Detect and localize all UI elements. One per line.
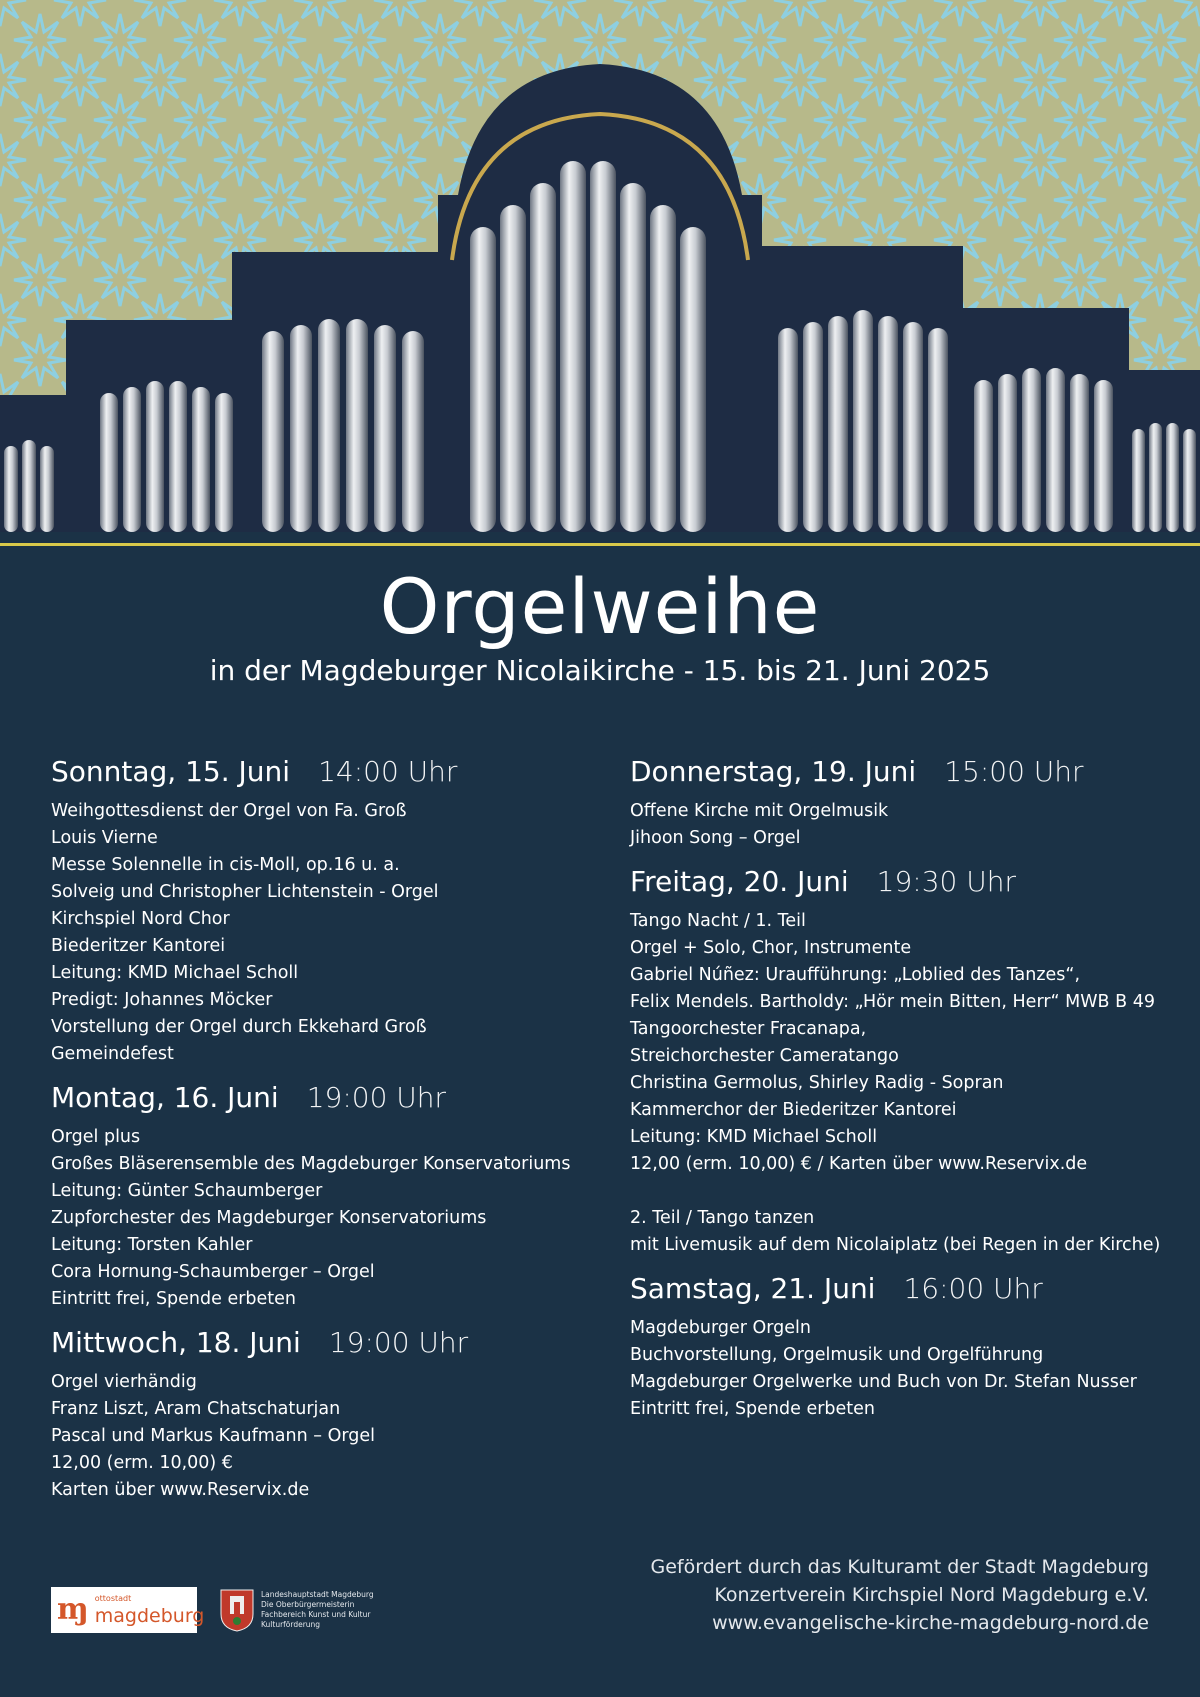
event-day: Montag, 16. Juni <box>51 1081 279 1114</box>
event-time: 15:00 Uhr <box>944 755 1084 788</box>
event-heading <box>51 1078 611 1118</box>
event-detail-line <box>630 1178 1190 1205</box>
event-heading <box>51 752 611 792</box>
organ-pipe <box>853 310 873 532</box>
event-block <box>630 862 1190 1259</box>
event-detail-line: Gabriel Núñez: Uraufführung: „Loblied des Tanzes“, <box>630 965 1081 985</box>
sponsor-logos <box>51 1586 374 1634</box>
lhs-line-3: Fachbereich Kunst und Kultur <box>261 1610 371 1619</box>
organ-pipe <box>778 328 798 532</box>
organ-pipe <box>974 380 993 532</box>
organ-hero-image <box>0 0 1200 548</box>
organ-pipe <box>650 205 676 532</box>
organ-pipe <box>590 161 616 532</box>
event-detail-line: Leitung: KMD Michael Scholl <box>51 963 299 983</box>
sponsor-line-2: Konzertverein Kirchspiel Nord Magdeburg e.V. <box>714 1584 1149 1606</box>
page-title: Orgelweihe <box>379 562 821 651</box>
organ-pipe <box>1094 380 1113 532</box>
organ-pipe <box>123 387 141 532</box>
organ-pipe <box>803 322 823 532</box>
organ-pipe <box>1183 429 1196 532</box>
page-subtitle: in der Magdeburger Nicolaikirche - 15. bis 21. Juni 2025 <box>209 654 991 687</box>
event-details <box>51 1369 611 1504</box>
event-details <box>630 908 1190 1259</box>
event-detail-line: Biederitzer Kantorei <box>51 936 226 956</box>
organ-pipe <box>998 374 1017 532</box>
organ-pipe <box>500 205 526 532</box>
event-day: Donnerstag, 19. Juni <box>630 755 917 788</box>
event-detail-line: Tangoorchester Fracanapa, <box>630 1019 867 1039</box>
organ-pipe <box>100 393 118 532</box>
organ-pipe <box>192 387 210 532</box>
event-heading <box>51 1323 611 1363</box>
organ-pipe <box>262 331 284 532</box>
left-event-column <box>51 752 611 1514</box>
event-detail-line: Karten über www.Reservix.de <box>51 1480 310 1500</box>
organ-pipe <box>903 322 923 532</box>
event-detail-line: Zupforchester des Magdeburger Konservatoriums <box>51 1208 487 1228</box>
event-time: 16:00 Uhr <box>903 1272 1043 1305</box>
event-details <box>630 1315 1190 1423</box>
event-detail-line: Messe Solennelle in cis-Moll, op.16 u. a. <box>51 855 400 875</box>
event-detail-line: Großes Bläserensemble des Magdeburger Konservatoriums <box>51 1154 571 1174</box>
event-detail-line: Magdeburger Orgeln <box>630 1318 812 1338</box>
event-detail-line: Vorstellung der Orgel durch Ekkehard Groß <box>51 1017 427 1037</box>
event-detail-line: Streichorchester Cameratango <box>630 1046 899 1066</box>
right-event-column <box>630 752 1190 1433</box>
event-detail-line: Leitung: Günter Schaumberger <box>51 1181 323 1201</box>
event-detail-line: Christina Germolus, Shirley Radig - Sopran <box>630 1073 1004 1093</box>
event-time: 19:00 Uhr <box>328 1326 469 1359</box>
organ-pipe <box>402 331 424 532</box>
organ-pipe <box>146 381 164 532</box>
event-block <box>630 1269 1190 1423</box>
city-crest-icon <box>219 1588 255 1632</box>
event-day: Sonntag, 15. Juni <box>51 755 291 788</box>
organ-pipe <box>1070 374 1089 532</box>
sponsor-website-link[interactable]: www.evangelische-kirche-magdeburg-nord.de <box>712 1612 1149 1634</box>
lhs-line-2: Die Oberbürgermeisterin <box>261 1600 355 1609</box>
ottostadt-big-text: magdeburg <box>94 1605 205 1627</box>
lhs-line-1: Landeshauptstadt Magdeburg <box>261 1590 374 1599</box>
event-detail-line: Kammerchor der Biederitzer Kantorei <box>630 1100 957 1120</box>
organ-pipe <box>169 381 187 532</box>
organ-pipe <box>1166 423 1179 532</box>
organ-pipe <box>374 325 396 532</box>
organ-pipe <box>680 227 706 532</box>
event-detail-line: Eintritt frei, Spende erbeten <box>51 1289 297 1309</box>
event-detail-line: Cora Hornung-Schaumberger – Orgel <box>51 1262 375 1282</box>
event-detail-line: Orgel vierhändig <box>51 1372 197 1392</box>
organ-pipe <box>1149 423 1162 532</box>
event-details <box>51 798 611 1068</box>
event-detail-line: Buchvorstellung, Orgelmusik und Orgelführung <box>630 1345 1044 1365</box>
event-detail-line: Orgel + Solo, Chor, Instrumente <box>630 938 912 958</box>
landeshauptstadt-logo <box>219 1588 374 1632</box>
event-detail-line: Pascal und Markus Kaufmann – Orgel <box>51 1426 375 1446</box>
organ-pipe <box>928 328 948 532</box>
organ-pipe <box>620 183 646 532</box>
event-details <box>630 798 1190 852</box>
organ-pipe <box>560 161 586 532</box>
event-time: 14:00 Uhr <box>318 755 458 788</box>
event-detail-line: Felix Mendels. Bartholdy: „Hör mein Bitten, Herr“ MWB B 49 <box>630 992 1155 1012</box>
event-heading <box>630 862 1190 902</box>
organ-pipe <box>828 316 848 532</box>
event-time: 19:30 Uhr <box>876 865 1016 898</box>
event-detail-line: 12,00 (erm. 10,00) € / Karten über www.Reservix.de <box>630 1154 1088 1174</box>
event-detail-line: Weihgottesdienst der Orgel von Fa. Groß <box>51 801 407 821</box>
event-block <box>630 752 1190 852</box>
event-detail-line: Kirchspiel Nord Chor <box>51 909 230 929</box>
event-detail-line: 2. Teil / Tango tanzen <box>630 1208 815 1228</box>
event-detail-line: mit Livemusik auf dem Nicolaiplatz (bei Regen in der Kirche) <box>630 1235 1161 1255</box>
event-day: Samstag, 21. Juni <box>630 1272 876 1305</box>
event-day: Mittwoch, 18. Juni <box>51 1326 301 1359</box>
ottostadt-small-text: ottostadt <box>94 1594 132 1603</box>
organ-pipe <box>1022 368 1041 532</box>
organ-pipe <box>346 319 368 532</box>
event-detail-line: Leitung: KMD Michael Scholl <box>630 1127 878 1147</box>
organ-pipe <box>1132 429 1145 532</box>
event-heading <box>630 752 1190 792</box>
organ-pipe <box>1046 368 1065 532</box>
organ-pipe <box>530 183 556 532</box>
event-detail-line: Gemeindefest <box>51 1044 174 1064</box>
event-detail-line: Offene Kirche mit Orgelmusik <box>630 801 889 821</box>
event-detail-line: Predigt: Johannes Möcker <box>51 990 273 1010</box>
event-detail-line: Solveig und Christopher Lichtenstein - Orgel <box>51 882 439 902</box>
event-detail-line: Magdeburger Orgelwerke und Buch von Dr. Stefan Nusser <box>630 1372 1137 1392</box>
event-details <box>51 1124 611 1313</box>
event-detail-line: Jihoon Song – Orgel <box>630 828 801 848</box>
organ-pipe <box>22 440 36 532</box>
event-detail-line: Leitung: Torsten Kahler <box>51 1235 253 1255</box>
event-block <box>51 1323 611 1504</box>
sponsor-info <box>651 1553 1150 1637</box>
event-block <box>51 1078 611 1313</box>
event-detail-line: Tango Nacht / 1. Teil <box>630 911 806 931</box>
event-time: 19:00 Uhr <box>306 1081 447 1114</box>
organ-pipe <box>318 319 340 532</box>
event-detail-line: Louis Vierne <box>51 828 158 848</box>
organ-pipe <box>4 446 18 532</box>
event-detail-line: Franz Liszt, Aram Chatschaturjan <box>51 1399 341 1419</box>
organ-pipe <box>878 316 898 532</box>
organ-pipe <box>290 325 312 532</box>
ottostadt-logo <box>51 1587 205 1633</box>
organ-pipe <box>215 393 233 532</box>
event-day: Freitag, 20. Juni <box>630 865 849 898</box>
lhs-line-4: Kulturförderung <box>261 1620 321 1629</box>
event-heading <box>630 1269 1190 1309</box>
organ-pipe <box>40 446 54 532</box>
event-detail-line: Eintritt frei, Spende erbeten <box>630 1399 876 1419</box>
event-block <box>51 752 611 1068</box>
event-detail-line: Orgel plus <box>51 1127 141 1147</box>
event-detail-line: 12,00 (erm. 10,00) € <box>51 1453 233 1473</box>
ottostadt-mark-icon: ɱ <box>57 1592 89 1627</box>
organ-pipe <box>470 227 496 532</box>
sponsor-line-1: Gefördert durch das Kulturamt der Stadt Magdeburg <box>650 1556 1149 1578</box>
